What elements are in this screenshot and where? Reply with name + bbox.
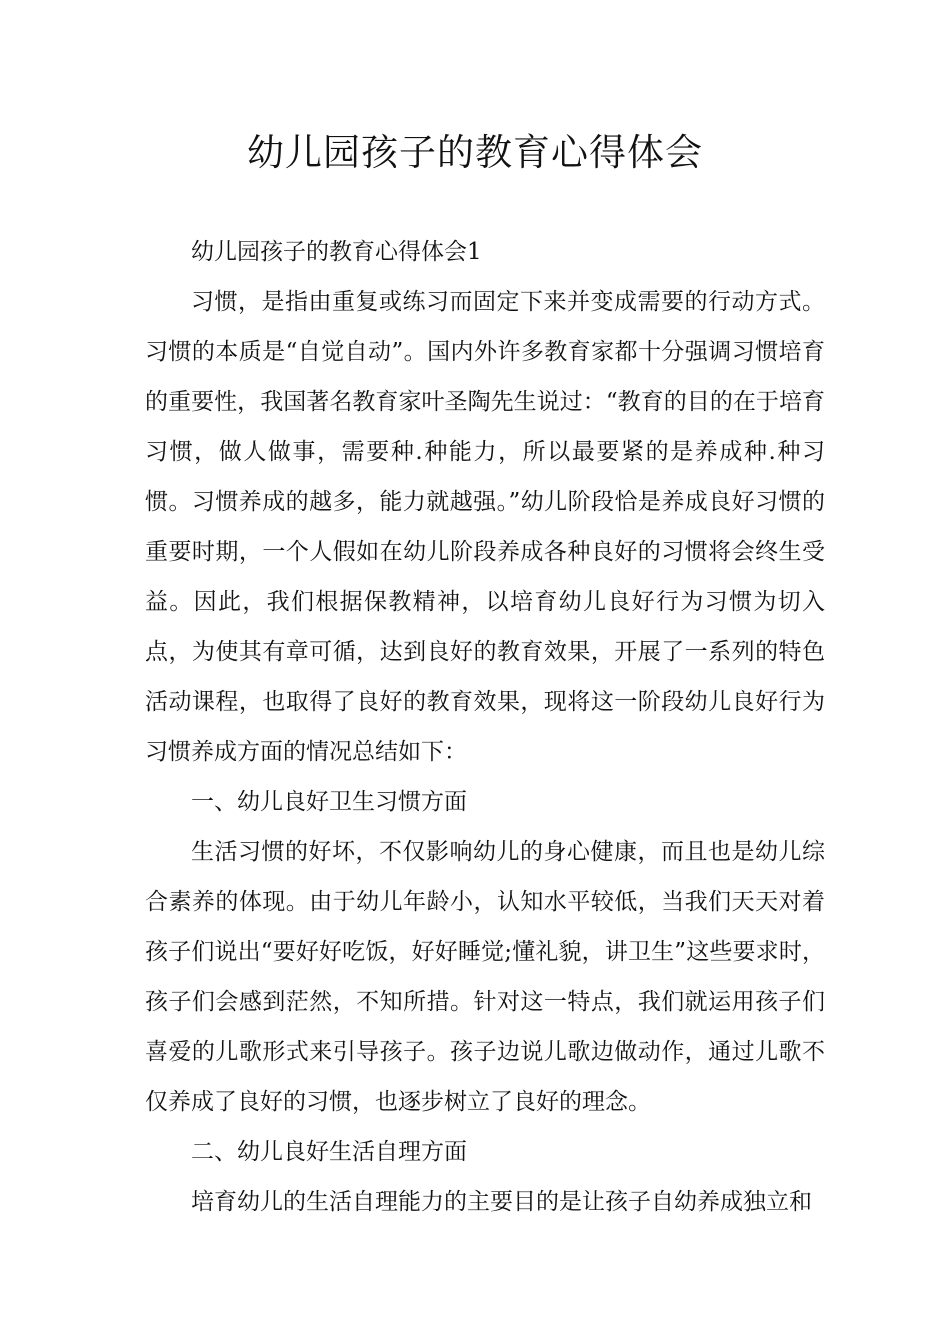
document-body [145, 227, 825, 1227]
section-heading-hygiene: 一、幼儿良好卫生习惯方面 [191, 789, 467, 815]
document-title: 幼儿园孩子的教育心得体会 [247, 131, 703, 174]
section-subtitle: 幼儿园孩子的教育心得体会1 [191, 239, 482, 265]
section-heading-self-care: 二、幼儿良好生活自理方面 [191, 1139, 467, 1165]
paragraph-intro: 习惯，是指由重复或练习而固定下来并变成需要的行动方式。习惯的本质是“自觉自动”。国内外许多教育家都十分强调习惯培育的重要性，我国著名教育家叶圣陶先生说过：“教育的目的在于培育习惯，做人做事，需要种.种能力，所以最要紧的是养成种.种习惯。习惯养成的越多，能力就越强。”幼儿阶段恰是养成良好习惯的重要时期，一个人假如在幼儿阶段养成各种良好的习惯将会终生受益。因此，我们根据保教精神，以培育幼儿良好行为习惯为切入点，为使其有章可循，达到良好的教育效果，开展了一系列的特色活动课程，也取得了良好的教育效果，现将这一阶段幼儿良好行为习惯养成方面的情况总结如下： [145, 289, 825, 765]
paragraph-hygiene: 生活习惯的好坏，不仅影响幼儿的身心健康，而且也是幼儿综合素养的体现。由于幼儿年龄小，认知水平较低，当我们天天对着孩子们说出“要好好吃饭，好好睡觉;懂礼貌，讲卫生”这些要求时，孩子们会感到茫然，不知所措。针对这一特点，我们就运用孩子们喜爱的儿歌形式来引导孩子。孩子边说儿歌边做动作，通过儿歌不仅养成了良好的习惯，也逐步树立了良好的理念。 [145, 839, 825, 1115]
paragraph-self-care: 培育幼儿的生活自理能力的主要目的是让孩子自幼养成独立和 [191, 1189, 812, 1215]
